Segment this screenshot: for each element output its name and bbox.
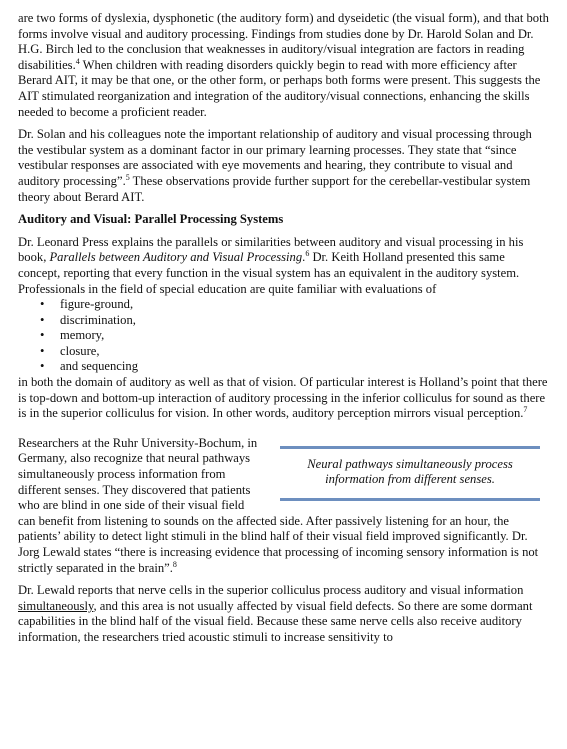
list-item-text: figure-ground, bbox=[60, 297, 134, 312]
paragraph-text-continued: These observations provide further support for the cerebellar-vestibular system theory about Berard AIT. bbox=[18, 173, 531, 204]
footnote-ref-7[interactable]: 7 bbox=[523, 405, 528, 415]
paragraph-text: Dr. Lewald reports that nerve cells in the superior colliculus process auditory and visual information bbox=[18, 583, 524, 598]
bullet-icon: • bbox=[40, 359, 45, 374]
paragraph-text: Researchers at the Ruhr University-Bochum, in Germany, also recognize that neural pathways simultaneously process information from different senses. They discovered that patients who are blind in one side of their visual field can benefit from listening to sounds on the affected side. After passively listening for an hour, the patients’ ability to detect light stimuli in the blind half of their visual field improved significantly. Dr. Jorg Lewald states “there is increasing evidence that processing of incoming sensory information is not strictly separated in the brain”. bbox=[18, 435, 539, 575]
paragraph-holland bbox=[18, 375, 550, 422]
bullet-icon: • bbox=[40, 343, 45, 358]
ruhr-study-section bbox=[18, 436, 550, 576]
paragraph-vestibular bbox=[18, 127, 550, 205]
paragraph-text: Dr. Leonard Press explains the parallels or similarities between auditory and visual processing in his book, bbox=[18, 234, 524, 265]
footnote-ref-8[interactable]: 8 bbox=[172, 559, 177, 569]
footnote-ref-4[interactable]: 4 bbox=[75, 56, 80, 66]
list-item-text: and sequencing bbox=[60, 359, 138, 374]
underlined-word: simultaneously bbox=[18, 598, 94, 613]
list-item bbox=[18, 328, 550, 344]
list-item bbox=[18, 297, 550, 313]
list-item-text: discrimination, bbox=[60, 312, 136, 327]
paragraph-text: in both the domain of auditory as well as that of vision. Of particular interest is Holland’s point that there is top-down and bottom-up interaction of auditory processing in the inferior colliculus for sound as there is in the superior colliculus for vision. In other words, auditory perception mirrors visual perception. bbox=[18, 375, 548, 421]
pull-quote: Neural pathways simultaneously process information from different senses. bbox=[280, 446, 540, 501]
footnote-ref-6[interactable]: 6 bbox=[305, 249, 310, 259]
list-item bbox=[18, 344, 550, 360]
paragraph-dyslexia-forms bbox=[18, 11, 550, 120]
list-item bbox=[18, 313, 550, 329]
paragraph-lewald bbox=[18, 583, 550, 645]
bullet-icon: • bbox=[40, 312, 45, 327]
paragraph-text-continued: When children with reading disorders quickly begin to read with more efficiency after Berard AIT, it may be that one, or the other form, or perhaps both forms were present. This suggests the AIT stimulated reorganization and integration of the auditory/visual connections, enhancing the skills needed to become a proficient reader. bbox=[18, 57, 541, 119]
list-item-text: memory, bbox=[60, 328, 105, 343]
list-item-text: closure, bbox=[60, 343, 100, 358]
section-heading: Auditory and Visual: Parallel Processing Systems bbox=[18, 212, 284, 227]
bullet-icon: • bbox=[40, 297, 45, 312]
book-title: Parallels between Auditory and Visual Processing bbox=[49, 250, 303, 265]
bullet-icon: • bbox=[40, 328, 45, 343]
list-item bbox=[18, 359, 550, 375]
evaluation-list bbox=[18, 297, 550, 375]
paragraph-parallels bbox=[18, 235, 550, 297]
paragraph-punctuation: . bbox=[302, 250, 306, 265]
paragraph-text: are two forms of dyslexia, dysphonetic (the auditory form) and dyseidetic (the visual form), and that both forms involve visual and auditory processing. Findings from studies done by Dr. Harold Solan and Dr. H.G. Birch led to the conclusion that weaknesses in auditory/visual integration are factors in reading disabilities. bbox=[18, 11, 549, 72]
paragraph-text-continued: , and this area is not usually affected by visual field defects. So there are some dormant capabilities in the blind half of the visual field. Because these same nerve cells also receive auditory information, the researchers tried acoustic stimuli to increase sensitivity to bbox=[18, 598, 533, 644]
paragraph-text-continued: Dr. Keith Holland presented this same concept, reporting that every function in the visual system has an equivalent in the auditory system. Professionals in the field of special education are quite familiar with evaluations of bbox=[18, 250, 520, 296]
footnote-ref-5[interactable]: 5 bbox=[125, 172, 130, 182]
document-page bbox=[18, 0, 550, 653]
paragraph-text: Dr. Solan and his colleagues note the important relationship of auditory and visual processing through the vestibular system as a dominant factor in our primary learning processes. They state that “since vestibular responses are associated with eye movements and hearing, they contribute to visual and auditory processing”. bbox=[18, 127, 532, 188]
